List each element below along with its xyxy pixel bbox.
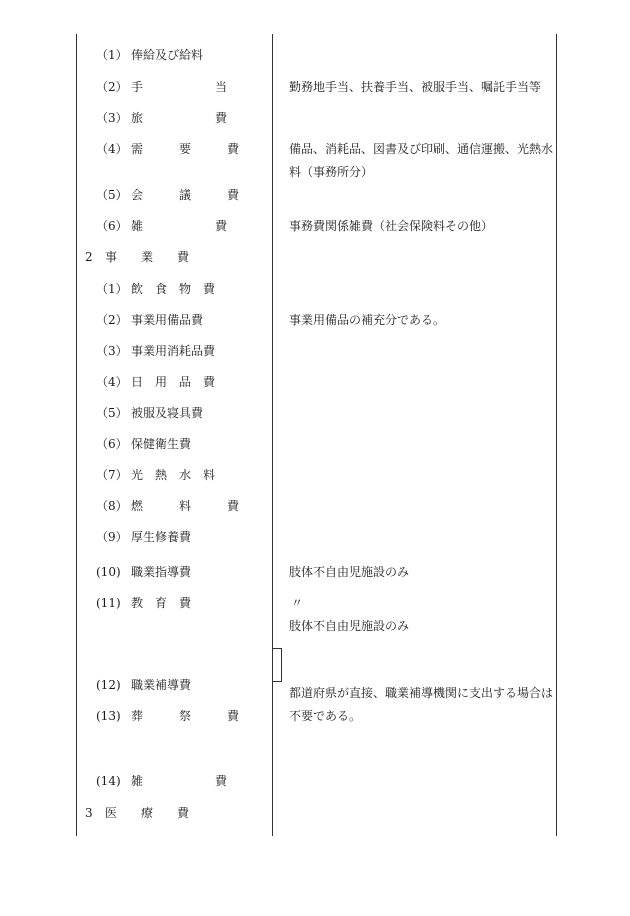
column-divider [272,34,273,836]
item-label: 雑 費 [131,219,228,233]
note-vocational-training-line2: 不要である。 [289,709,362,723]
note-education: 肢体不自由児施設のみ [289,619,410,633]
item-label: 教 育 費 [131,596,192,610]
item-number: （5） [96,406,128,420]
item-number: （6） [96,437,128,451]
note-allowance: 勤務地手当、扶養手当、被服手当、嘱託手当等 [289,80,542,94]
item-number: （3） [96,344,128,358]
item-label: 需 要 費 [131,142,240,156]
item-number: （4） [96,142,128,156]
item-number: （5） [96,188,128,202]
section-number: 3 [85,806,93,820]
item-label: 会 議 費 [131,188,240,202]
item-label: 旅 費 [131,111,228,125]
section-label: 事 業 費 [105,250,190,264]
item-label: 被服及寝具費 [131,406,204,420]
item-label: 事業用消耗品費 [131,344,216,358]
note-supplies-line2: 料（事務所分） [289,165,374,179]
item-number: （2） [96,80,128,94]
section-label: 医 療 費 [105,806,190,820]
note-equipment: 事業用備品の補充分である。 [289,313,446,327]
item-number: (12) [96,678,121,692]
note-ditto: 〃 [291,596,304,610]
right-border [556,34,557,836]
item-number: （4） [96,375,128,389]
item-number: (10) [96,565,121,579]
note-vocational-training-line1: 都道府県が直接、職業補導機関に支出する場合は [289,686,554,700]
item-label: 燃 料 費 [131,499,240,513]
item-label: 職業補導費 [131,678,192,692]
note-misc: 事務費関係雑費（社会保険料その他） [289,219,494,233]
item-label: 葬 祭 費 [131,709,240,723]
item-number: （2） [96,313,128,327]
item-number: （6） [96,219,128,233]
item-label: 飲 食 物 費 [131,282,216,296]
note-supplies-line1: 備品、消耗品、図書及び印刷、通信運搬、光熱水 [289,142,554,156]
item-number: （3） [96,111,128,125]
item-number: （9） [96,530,128,544]
item-label: 日 用 品 費 [131,375,216,389]
item-number: (13) [96,709,121,723]
section-number: 2 [85,250,93,264]
item-label: 手 当 [131,80,228,94]
item-label: 光 熱 水 料 [131,468,216,482]
item-label: 厚生修養費 [131,530,192,544]
bracket-mark [272,648,282,682]
item-number: （8） [96,499,128,513]
item-number: (14) [96,774,121,788]
item-label: 事業用備品費 [131,313,204,327]
item-label: 保健衛生費 [131,437,192,451]
left-border [76,34,77,836]
item-label: 俸給及び給料 [131,48,204,62]
item-number: （1） [96,48,128,62]
item-label: 職業指導費 [131,565,192,579]
item-label: 雑 費 [131,774,228,788]
item-number: (11) [96,596,121,610]
item-number: （7） [96,468,128,482]
item-number: （1） [96,282,128,296]
note-vocational-guidance: 肢体不自由児施設のみ [289,565,410,579]
